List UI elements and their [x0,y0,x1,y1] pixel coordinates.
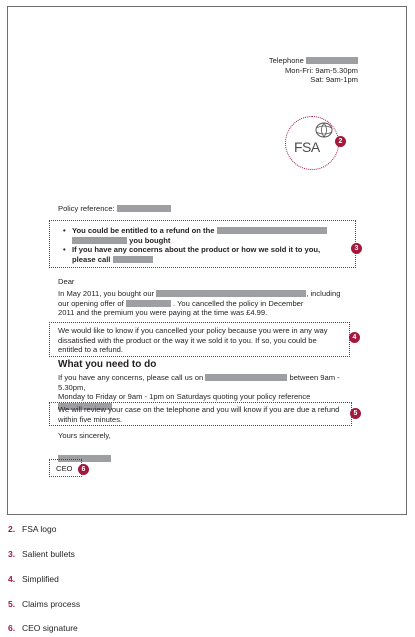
marker-5: 5 [350,408,361,419]
paragraph-purchase: In May 2011, you bought our , including our opening offer of . You cancelled the policy in December 2011 and the premium you were paying at the time was £4.99. [58,289,341,318]
salient-bullets [60,226,345,264]
redacted-policy-ref [117,205,171,212]
legend-item: 5. Claims process [8,599,81,609]
marker-6: 6 [78,464,89,475]
bullet-concerns: • If you have any concerns about the product or how we sold it to you, please call [60,245,345,264]
letter-page [7,6,407,515]
bullet-refund: • You could be entitled to a refund on the you bought [60,226,345,245]
legend-item: 3. Salient bullets [8,549,75,559]
globe-icon [314,122,334,138]
paragraph-call: If you have any concerns, please call us on between 9am - 5.30pm, Monday to Friday or 9am - 1pm on Saturdays quoting your policy reference [58,373,363,411]
logo-text: FSA [294,139,320,155]
legend-item: 6. CEO signature [8,623,78,633]
paragraph-dissatisfied: We would like to know if you cancelled your policy because you were in any way dissatisfied with the product or the way it we sold it to you. If so, you could be entitled to a refund. [58,326,328,355]
marker-3: 3 [351,243,362,254]
legend-item: 4. Simplified [8,574,59,584]
paragraph-review: We will review your case on the telephone and you will know if you are due a refund within five minutes. [58,405,340,424]
fsa-logo [292,122,336,162]
salutation: Dear [58,277,75,286]
redacted-phone [306,57,358,64]
marker-4: 4 [349,332,360,343]
hours-weekday: Mon-Fri: 9am-5.30pm [284,65,358,75]
signoff: Yours sincerely, [58,431,111,440]
section-heading: What you need to do [58,359,157,370]
signature-title: CEO [56,464,73,473]
policy-reference [58,204,171,214]
policy-ref-label: Policy reference: [58,204,115,213]
marker-2: 2 [335,136,346,147]
telephone-label: Telephone [268,56,304,65]
legend-item: 2. FSA logo [8,524,57,534]
hours-saturday: Sat: 9am-1pm [310,75,358,85]
contact-block [269,56,358,85]
